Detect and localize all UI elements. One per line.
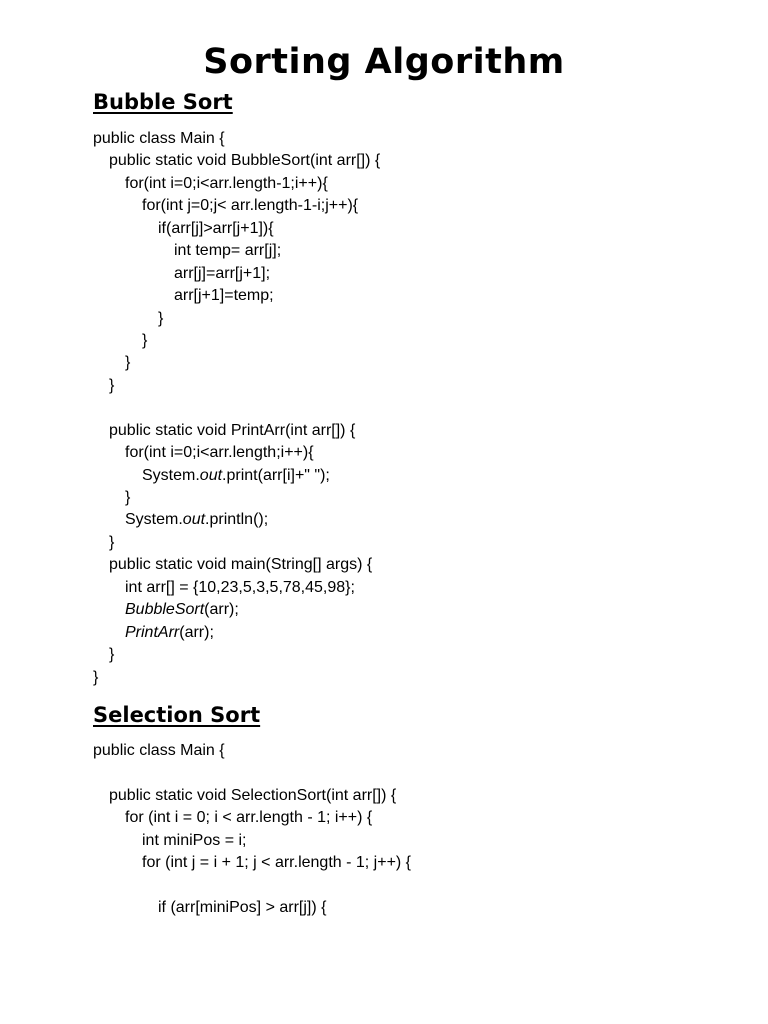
code-text-italic: out <box>199 466 223 484</box>
code-text: (arr); <box>179 623 214 641</box>
code-line: public class Main { <box>93 742 225 759</box>
code-line: public static void SelectionSort(int arr[]) { <box>109 786 397 804</box>
selection-sort-code-block <box>93 740 411 920</box>
blank-line <box>93 397 380 419</box>
code-text: System. <box>125 511 183 529</box>
code-line: for(int i=0;i<arr.length;i++){ <box>125 444 314 462</box>
code-line <box>93 622 380 644</box>
code-text-italic: BubbleSort <box>125 601 205 619</box>
code-line: } <box>93 668 99 686</box>
code-text: (arr); <box>204 601 239 619</box>
code-line: } <box>158 309 164 327</box>
bubble-sort-heading: Bubble Sort <box>93 90 233 114</box>
code-line: public static void PrintArr(int arr[]) { <box>109 421 356 439</box>
code-line <box>93 599 380 621</box>
code-line: public class Main { <box>93 130 225 147</box>
code-line: for(int i=0;i<arr.length-1;i++){ <box>125 174 328 192</box>
code-line: public static void main(String[] args) { <box>109 556 373 574</box>
document-title: Sorting Algorithm <box>203 42 565 82</box>
code-text: .print(arr[i]+" "); <box>222 466 330 484</box>
code-text: System. <box>142 466 200 484</box>
code-line: } <box>109 533 115 551</box>
blank-line <box>93 875 411 897</box>
code-line: public static void BubbleSort(int arr[]) { <box>109 152 381 170</box>
code-line: int temp= arr[j]; <box>174 242 282 260</box>
code-line: for (int i = 0; i < arr.length - 1; i++) { <box>125 809 373 827</box>
code-line <box>93 465 380 487</box>
code-line: } <box>142 331 148 349</box>
code-text-italic: PrintArr <box>125 623 180 641</box>
code-line: if (arr[miniPos] > arr[j]) { <box>158 899 327 917</box>
code-text-italic: out <box>182 511 206 529</box>
code-line: } <box>109 646 115 664</box>
code-line: } <box>125 354 131 372</box>
blank-line <box>93 762 411 784</box>
code-line: for (int j = i + 1; j < arr.length - 1; j++) { <box>142 854 412 872</box>
code-line: int arr[] = {10,23,5,3,5,78,45,98}; <box>125 578 355 596</box>
code-line: } <box>109 376 115 394</box>
code-line <box>93 509 380 531</box>
selection-sort-heading: Selection Sort <box>93 703 261 727</box>
code-line: for(int j=0;j< arr.length-1-i;j++){ <box>142 197 359 215</box>
bubble-sort-code-block <box>93 128 380 689</box>
code-line: arr[j+1]=temp; <box>174 287 274 305</box>
code-line: arr[j]=arr[j+1]; <box>174 264 271 282</box>
code-line: if(arr[j]>arr[j+1]){ <box>158 219 274 237</box>
code-line: } <box>125 489 131 506</box>
code-line: int miniPos = i; <box>142 831 247 849</box>
code-text: .println(); <box>205 511 269 529</box>
